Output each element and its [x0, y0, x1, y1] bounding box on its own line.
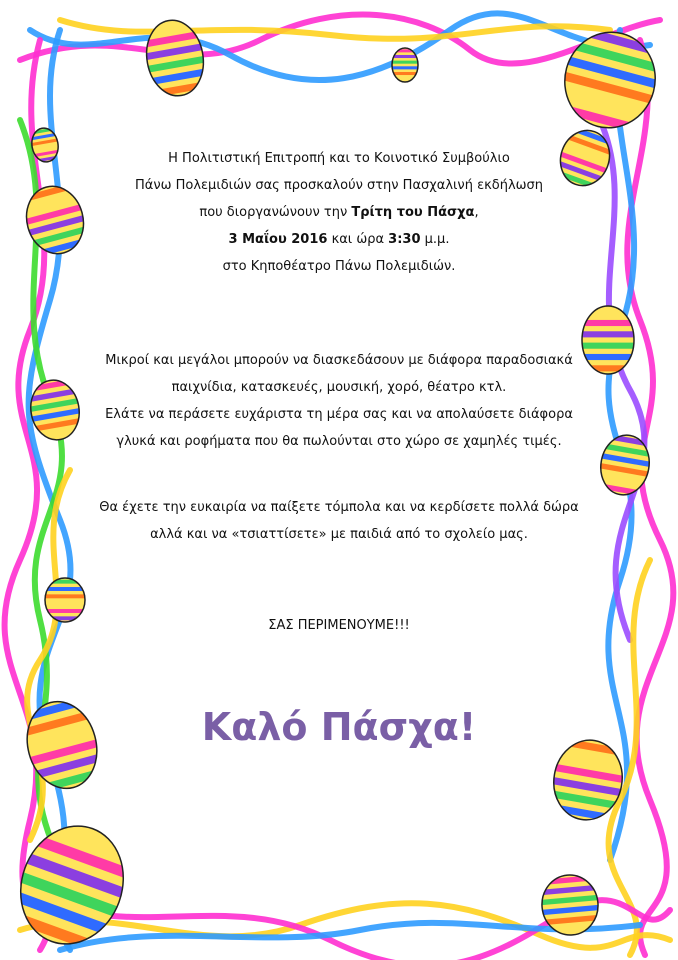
- p1-line-3: [0, 199, 678, 226]
- p1-line-3-suffix: ,: [474, 205, 479, 220]
- easter-greeting: Καλό Πάσχα!: [201, 705, 477, 749]
- p2-line-3: Ελάτε να περάσετε ευχάριστα τη μέρα σας και να απολαύσετε διάφορα: [105, 407, 573, 422]
- p3-line-2: αλλά και να «τσιαττίσετε» με παιδιά από το σχολείο μας.: [150, 527, 528, 542]
- p2-line-4: γλυκά και ροφήματα που θα πωλούνται στο χώρο σε χαμηλές τιμές.: [116, 434, 562, 449]
- invitation-paragraph-3: [0, 494, 678, 548]
- p3-line-1: Θα έχετε την ευκαιρία να παίξετε τόμπολα και να κερδίσετε πολλά δώρα: [99, 500, 579, 515]
- event-date: 3 Μαΐου 2016: [228, 232, 328, 247]
- p1-line-5: στο Κηποθέατρο Πάνω Πολεμιδιών.: [222, 259, 456, 274]
- event-day: Τρίτη του Πάσχα: [351, 205, 475, 220]
- p1-line-4-mid: και ώρα: [327, 232, 389, 247]
- invitation-paragraph-1: [0, 145, 678, 280]
- p2-line-1: Μικροί και μεγάλοι μπορούν να διασκεδάσουν με διάφορα παραδοσιακά: [105, 353, 573, 368]
- p1-line-4: [0, 226, 678, 253]
- invitation-paragraph-2: [0, 347, 678, 455]
- closing-line: [0, 612, 678, 639]
- easter-egg-1: [392, 48, 418, 82]
- p1-line-2: Πάνω Πολεμιδιών σας προσκαλούν στην Πασχαλινή εκδήλωση: [134, 178, 544, 193]
- event-time: 3:30: [388, 232, 421, 247]
- closing-text: ΣΑΣ ΠΕΡΙΜΕΝΟΥΜΕ!!!: [268, 618, 410, 633]
- p2-line-2: παιχνίδια, κατασκευές, μουσική, χορό, θέατρο κτλ.: [171, 380, 507, 395]
- p1-line-1: Η Πολιτιστική Επιτροπή και το Κοινοτικό Συμβούλιο: [168, 151, 510, 166]
- p1-line-4-suffix: μ.μ.: [420, 232, 450, 247]
- p1-line-3-prefix: που διοργανώνουν την: [199, 205, 352, 220]
